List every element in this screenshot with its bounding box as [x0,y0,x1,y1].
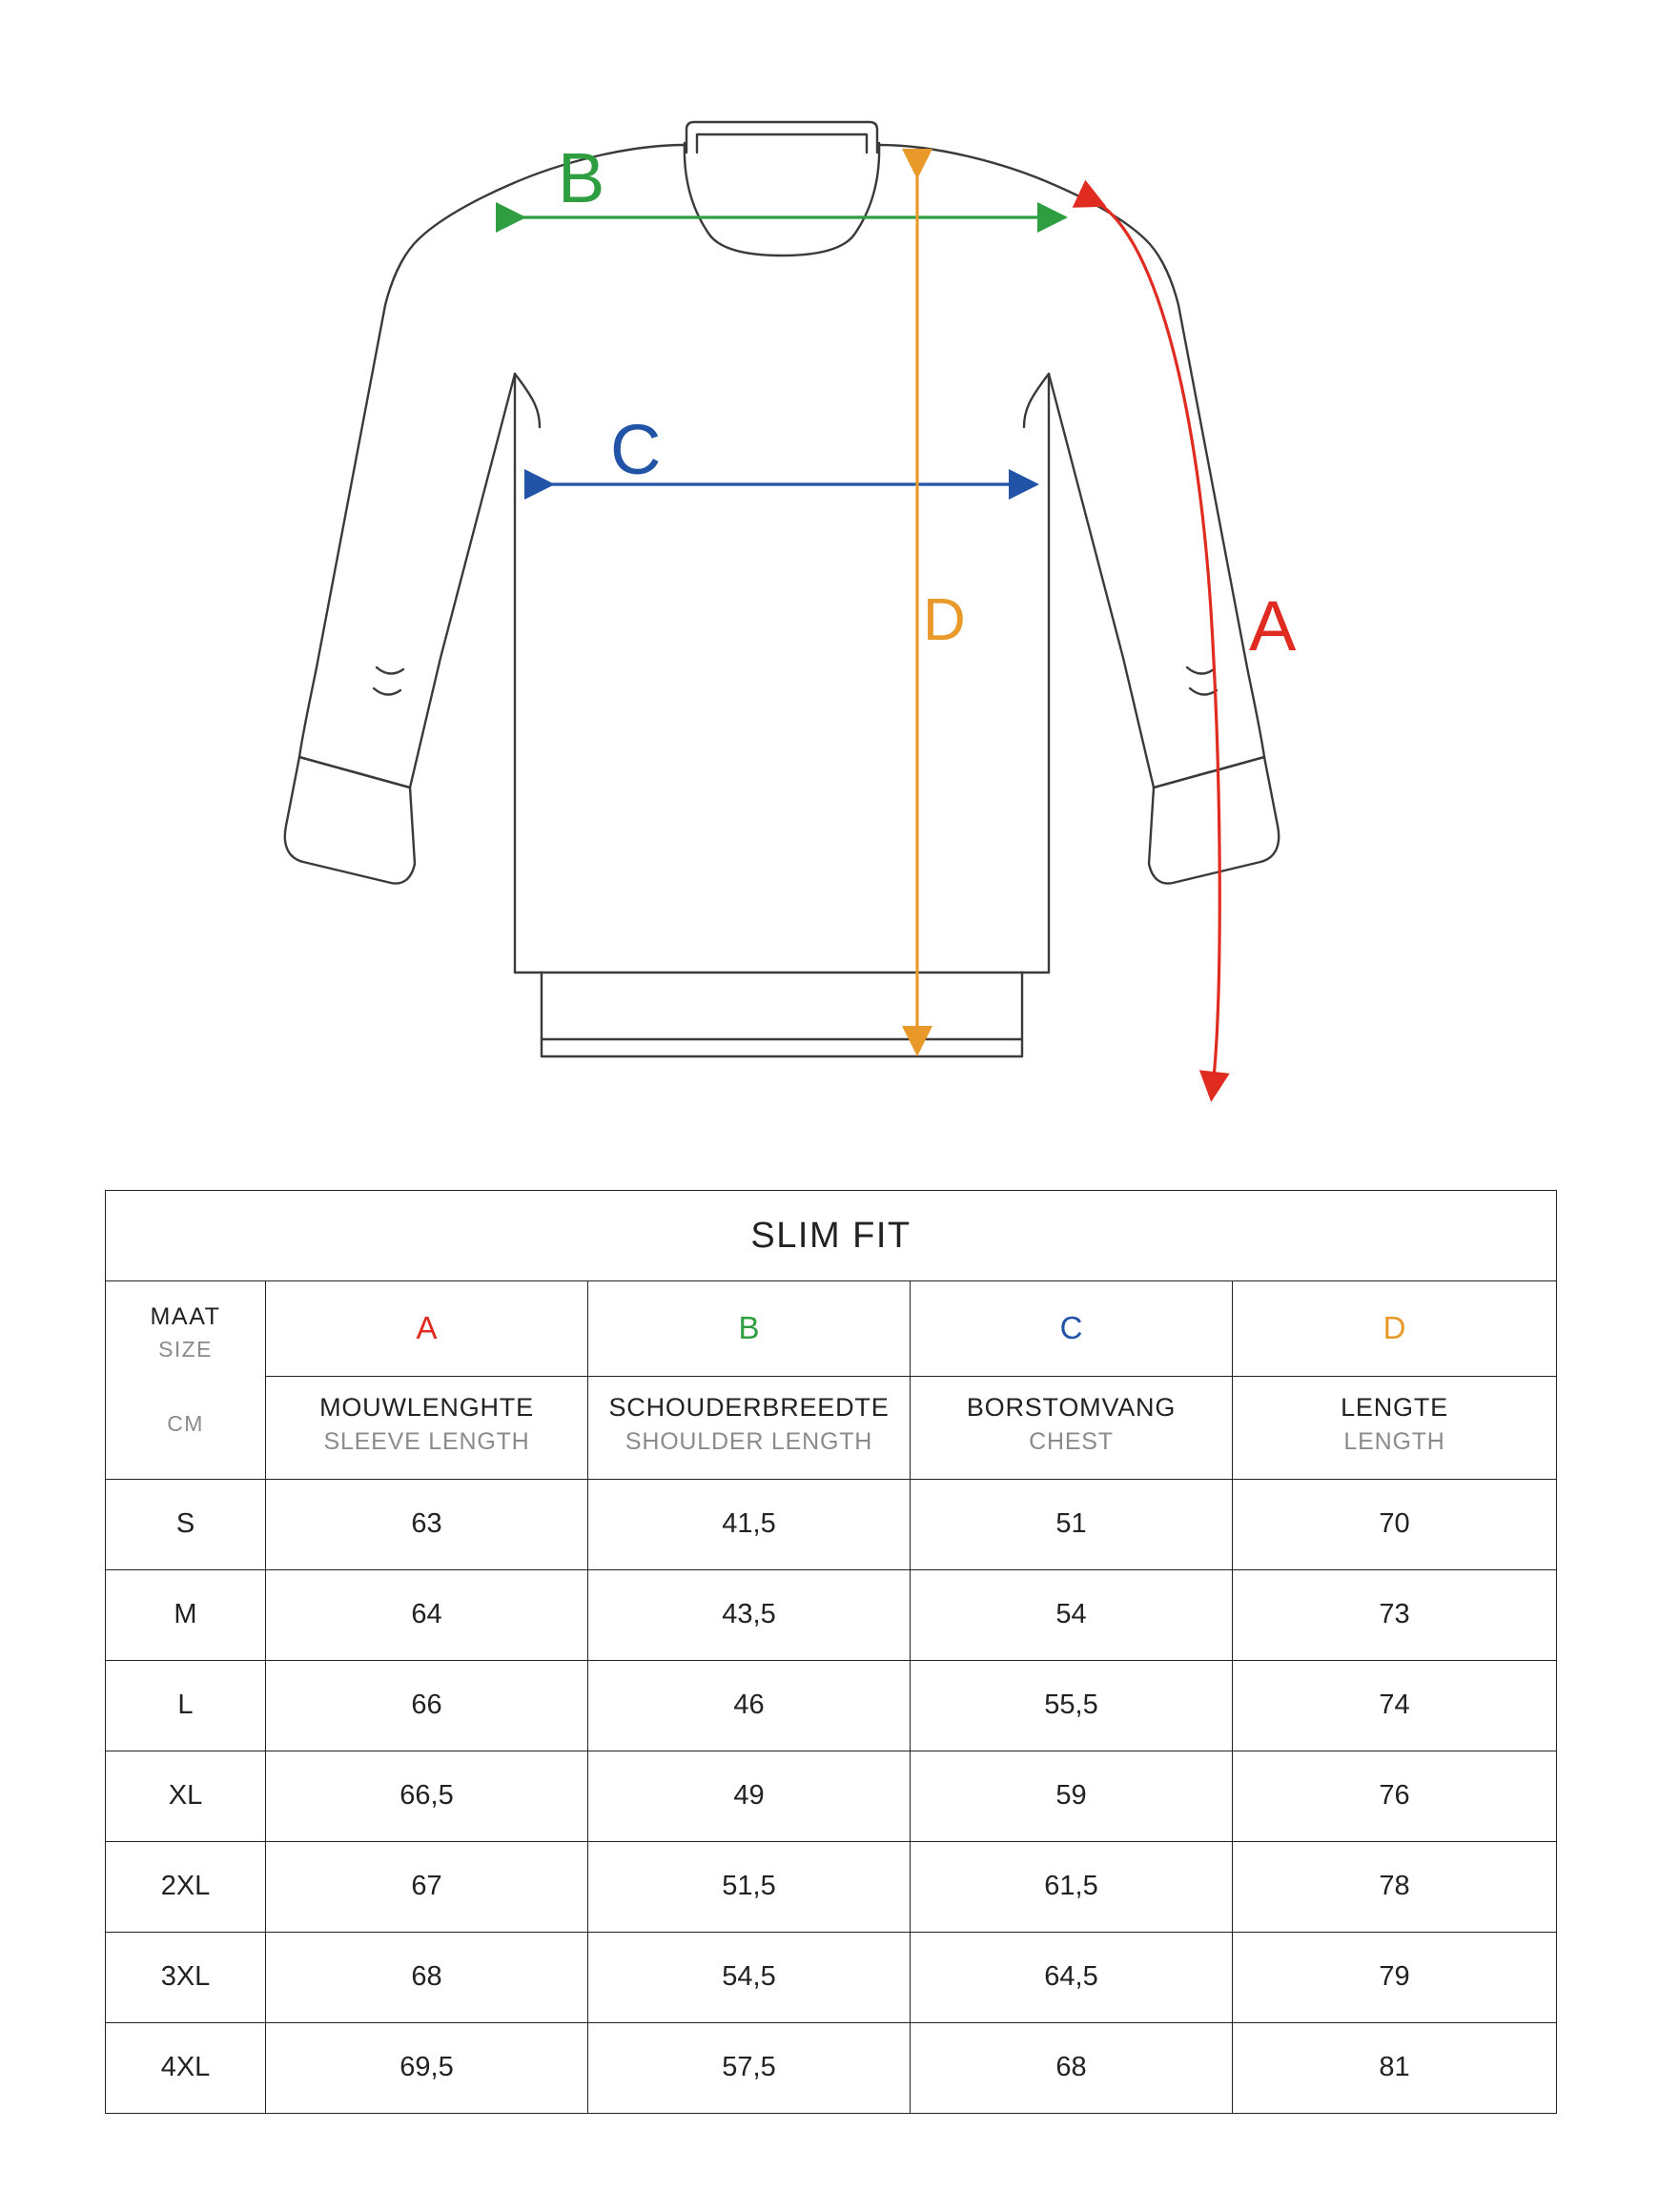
row-value-c: 55,5 [911,1660,1233,1751]
row-value-c: 54 [911,1569,1233,1660]
row-value-a: 66,5 [266,1751,588,1841]
row-value-c: 59 [911,1751,1233,1841]
table-title: SLIM FIT [106,1191,1557,1281]
row-size: S [106,1479,266,1569]
column-name-b-en: SHOULDER LENGTH [625,1427,873,1455]
unit-cell [106,1376,266,1479]
row-value-a: 64 [266,1569,588,1660]
row-value-b: 57,5 [588,2022,911,2113]
column-letter-c: C [911,1281,1233,1377]
row-value-a: 66 [266,1660,588,1751]
row-value-a: 68 [266,1932,588,2022]
row-value-c: 68 [911,2022,1233,2113]
table-row [106,1751,1557,1841]
row-size: 2XL [106,1841,266,1932]
row-value-b: 54,5 [588,1932,911,2022]
column-name-b-nl: SCHOUDERBREEDTE [608,1392,890,1422]
column-name-a [266,1376,588,1479]
row-value-a: 69,5 [266,2022,588,2113]
measure-label-a: A [1249,586,1297,666]
unit-label: CM [167,1410,204,1436]
row-value-b: 43,5 [588,1569,911,1660]
table-name-row [106,1376,1557,1479]
size-header-en: SIZE [158,1337,213,1362]
row-size: 4XL [106,2022,266,2113]
row-size: XL [106,1751,266,1841]
table-row [106,1479,1557,1569]
column-letter-b: B [588,1281,911,1377]
size-chart-table-wrapper [105,1190,1556,2114]
table-row [106,1932,1557,2022]
row-value-b: 49 [588,1751,911,1841]
row-value-b: 51,5 [588,1841,911,1932]
row-size: 3XL [106,1932,266,2022]
measure-label-b: B [558,138,605,217]
size-chart-table [105,1190,1557,2114]
measure-line-a [1093,200,1219,1087]
column-name-c-nl: BORSTOMVANG [966,1392,1177,1422]
column-name-d [1233,1376,1557,1479]
row-size: M [106,1569,266,1660]
column-name-d-en: LENGTH [1343,1427,1445,1455]
column-letter-a: A [266,1281,588,1377]
row-value-b: 46 [588,1660,911,1751]
row-value-d: 76 [1233,1751,1557,1841]
row-value-d: 74 [1233,1660,1557,1751]
table-row [106,1660,1557,1751]
column-name-d-nl: LENGTE [1341,1392,1448,1422]
column-name-b [588,1376,911,1479]
table-row [106,2022,1557,2113]
row-value-c: 64,5 [911,1932,1233,2022]
row-value-a: 63 [266,1479,588,1569]
measure-label-d: D [923,587,966,653]
table-letter-row [106,1281,1557,1377]
size-header-cell [106,1281,266,1377]
measure-label-c: C [610,410,662,489]
row-value-a: 67 [266,1841,588,1932]
size-header-nl: MAAT [150,1303,221,1330]
row-value-d: 73 [1233,1569,1557,1660]
column-name-c-en: CHEST [1029,1427,1114,1455]
row-value-b: 41,5 [588,1479,911,1569]
row-value-d: 78 [1233,1841,1557,1932]
row-value-c: 61,5 [911,1841,1233,1932]
table-row [106,1841,1557,1932]
row-value-d: 81 [1233,2022,1557,2113]
table-row [106,1569,1557,1660]
column-name-a-en: SLEEVE LENGTH [323,1427,530,1455]
row-value-d: 79 [1233,1932,1557,2022]
row-size: L [106,1660,266,1751]
row-value-c: 51 [911,1479,1233,1569]
column-name-c [911,1376,1233,1479]
column-name-a-nl: MOUWLENGHTE [319,1392,534,1422]
table-title-row [106,1191,1557,1281]
row-value-d: 70 [1233,1479,1557,1569]
column-letter-d: D [1233,1281,1557,1377]
